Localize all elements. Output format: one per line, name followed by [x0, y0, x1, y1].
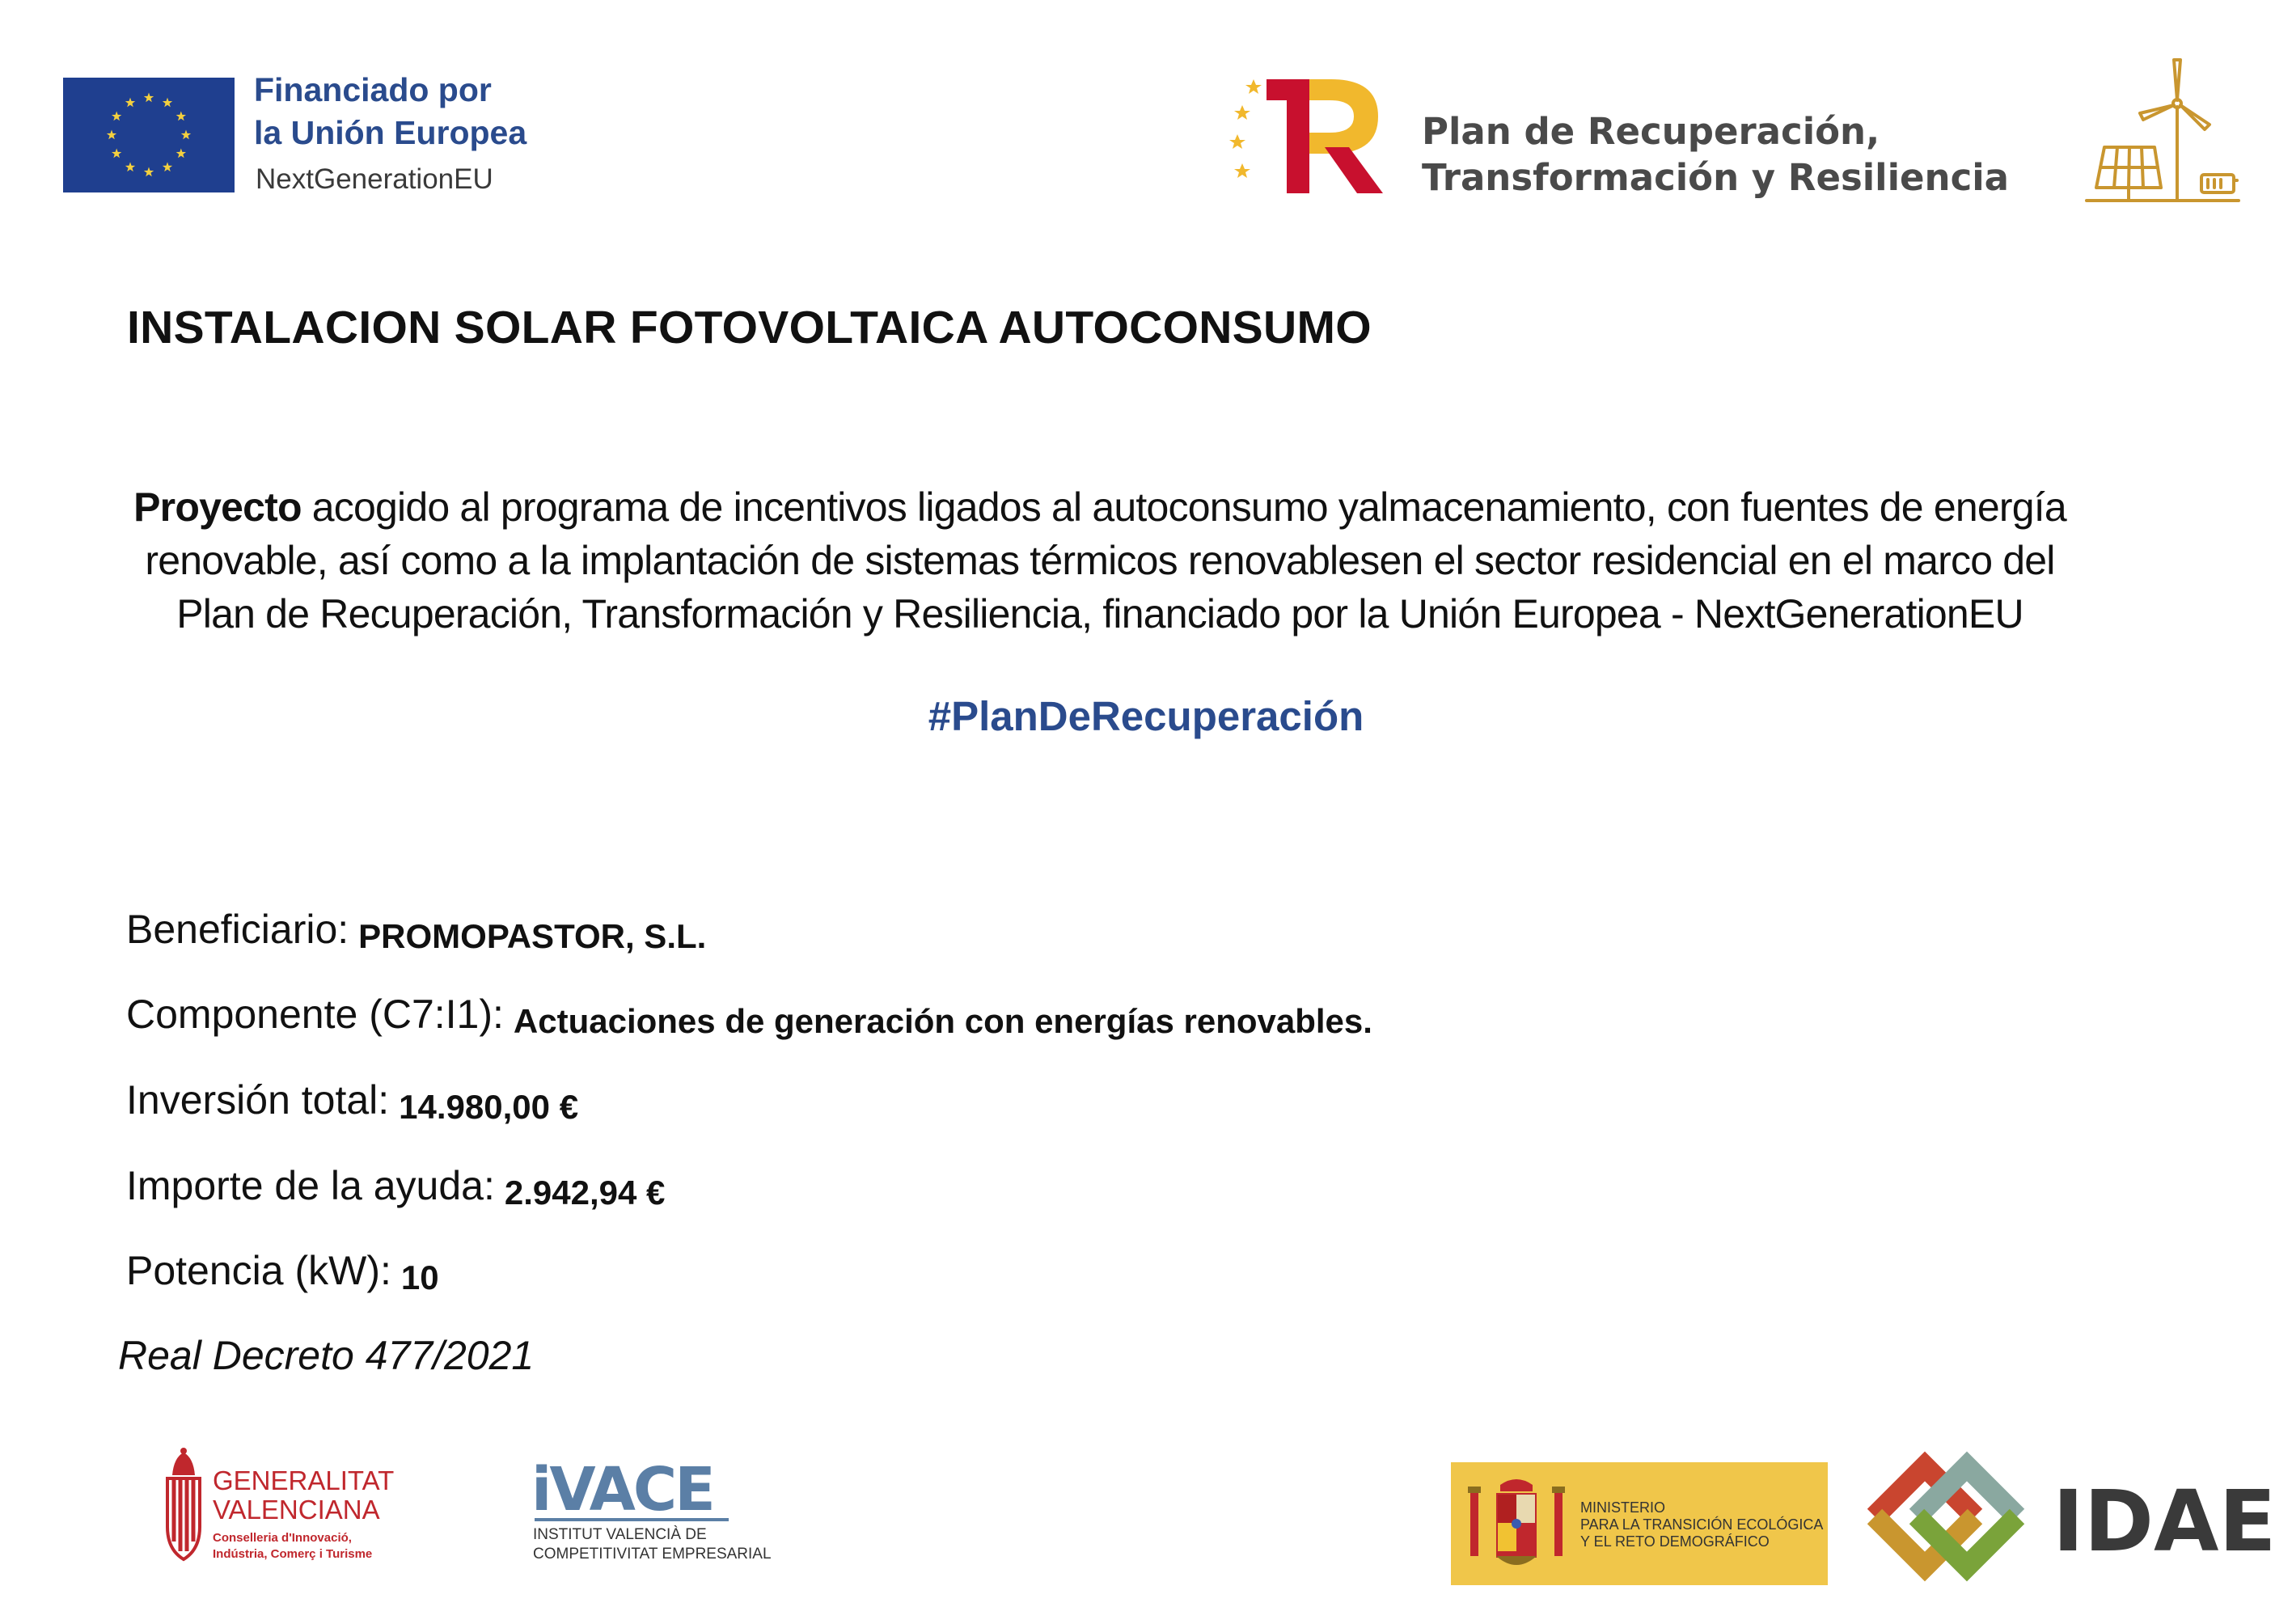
gv-sub2: Indústria, Comerç i Turisme — [213, 1547, 373, 1561]
prtr-title-line1: Plan de Recuperación, — [1422, 110, 1880, 153]
eu-flag-icon — [63, 78, 235, 192]
generalitat-valenciana-logo — [158, 1446, 400, 1567]
total-investment-value: 14.980,00 € — [399, 1088, 579, 1126]
aid-amount-row — [126, 1162, 666, 1212]
prtr-logo-icon — [1228, 73, 1389, 198]
aid-amount-label: Importe de la ayuda: — [126, 1163, 495, 1208]
ivace-sub2: COMPETITIVITAT EMPRESARIAL — [533, 1546, 772, 1563]
gv-sub1: Conselleria d'Innovació, — [213, 1531, 352, 1545]
ministerio-logo — [1451, 1462, 1828, 1585]
wind-solar-energy-icon — [2080, 57, 2242, 210]
ivace-logo — [530, 1452, 772, 1565]
description-line3: Plan de Recuperación, Transformación y Resiliencia, financiado por la Unión Europea - NextGenerationEU — [176, 591, 2023, 636]
idae-name: IDAE — [2053, 1472, 2277, 1571]
beneficiary-value: PROMOPASTOR, S.L. — [358, 917, 707, 955]
prtr-title-line2: Transformación y Resiliencia — [1422, 156, 2010, 199]
beneficiary-label: Beneficiario: — [126, 907, 349, 952]
hashtag: #PlanDeRecuperación — [928, 693, 1364, 739]
ivace-name: iVACE — [531, 1455, 713, 1525]
total-investment-row — [126, 1076, 579, 1126]
aid-amount-value: 2.942,94 € — [504, 1174, 666, 1212]
ivace-sub1: INSTITUT VALENCIÀ DE — [533, 1526, 707, 1543]
component-label: Componente (C7:I1): — [126, 992, 504, 1037]
power-row — [126, 1247, 439, 1294]
gv-crest-icon — [167, 1448, 200, 1559]
description-line1: acogido al programa de incentivos ligados al autoconsumo yalmacenamiento, con fuentes de energía — [301, 484, 2066, 530]
ministerio-line2: PARA LA TRANSICIÓN ECOLÓGICA — [1580, 1516, 1824, 1533]
eu-funded-by-line2: la Unión Europea — [254, 114, 527, 151]
page-title: INSTALACION SOLAR FOTOVOLTAICA AUTOCONSUMO — [127, 302, 1372, 353]
beneficiary-row — [126, 906, 706, 953]
gv-line1: GENERALITAT — [213, 1465, 395, 1495]
power-value: 10 — [400, 1258, 439, 1296]
idae-logo — [1860, 1452, 2277, 1581]
project-description — [113, 480, 2087, 641]
idae-interlock-icon — [1875, 1466, 2017, 1567]
component-row — [126, 991, 1372, 1038]
ministerio-line3: Y EL RETO DEMOGRÁFICO — [1580, 1533, 1770, 1550]
description-lead: Proyecto — [133, 484, 302, 530]
description-line2: renovable, así como a la implantación de sistemas térmicos renovablesen el sector residencial en el marco del — [145, 538, 2055, 583]
eu-funded-by-line1: Financiado por — [254, 71, 492, 108]
gv-line2: VALENCIANA — [213, 1495, 380, 1525]
eu-nextgeneration-label: NextGenerationEU — [256, 163, 493, 195]
ministerio-line1: MINISTERIO — [1580, 1499, 1666, 1516]
component-value: Actuaciones de generación con energías renovables. — [513, 1002, 1372, 1040]
spain-coat-of-arms-icon — [1464, 1475, 1569, 1574]
total-investment-label: Inversión total: — [126, 1077, 390, 1123]
power-label: Potencia (kW): — [126, 1248, 391, 1293]
royal-decree: Real Decreto 477/2021 — [118, 1333, 535, 1378]
